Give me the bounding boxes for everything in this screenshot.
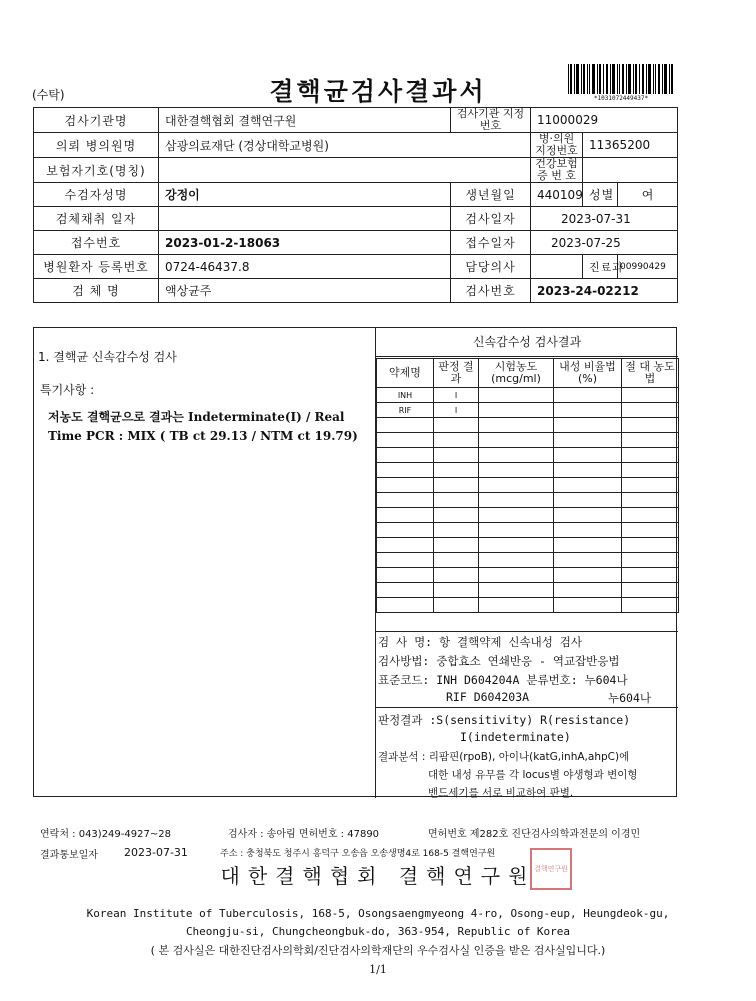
english-address-1: Korean Institute of Tuberculosis, 168-5, Osongsaengmyeong 4-ro, Osong-eup, Heungdeok-gu, [86,907,670,920]
method-analysis2: 대한 내성 유무를 각 locus별 야생형과 변이형 [428,769,638,781]
sex-value: 여 [618,183,678,207]
method-name: 검 사 명: 항 결핵약제 신속내성 검사 [378,635,582,649]
specimen-label: 검 체 명 [34,279,159,303]
doctor-label: 담당의사 [451,255,531,279]
results-title: 신속감수성 검사결과 [376,328,678,357]
method-analysis1: 결과분석 : 리팜핀(rpoB), 아이나(katG,inhA,ahpC)에 [378,751,630,763]
receipt-no-label: 접수번호 [34,231,159,255]
drug-cell: INH [377,388,434,403]
footer-report-date: 2023-07-31 [124,846,188,859]
judge-cell: I [434,403,479,418]
ins-label: 보험자기호(명칭) [34,158,159,183]
method-code2: RIF D604203A [446,690,530,704]
note-line-1: 저농도 결핵균으로 결과는 Indeterminate(I) / Real [48,410,345,424]
result-body [33,327,677,797]
organization-name: 대한결핵협회 결핵연구원 [220,864,536,888]
birth-value: 440109 [531,183,583,207]
results-grid [376,358,679,613]
test-no-label: 검사번호 [451,279,531,303]
col-conc: 시험농도 (mcg/ml) [479,359,554,388]
document-title: 결핵균검사결과서 [269,77,487,106]
page-number: 1/1 [369,963,387,976]
req-label: 의뢰 병의원명 [34,133,159,158]
specimen-value: 액상균주 [159,279,451,303]
footer-report-label: 결과통보일자 [40,850,98,861]
test-date-value: 2023-07-31 [531,207,678,231]
barcode [566,64,676,94]
certification-note: ( 본 검사실은 대한진단검사의학회/진단검사의학재단의 우수검사실 인증을 받은 검사실입니다.) [150,944,606,957]
footer-tester: 검사자 : 송아림 면허번호 : 47890 [228,829,380,840]
method-judge2: I(indeterminate) [460,730,571,744]
method-code2-class: 누604나 [608,691,651,705]
dept-label: 진료과 [583,255,618,279]
req-no-value: 11365200 [583,133,678,158]
barcode-text: *1031072449437* [593,95,649,102]
req-value: 삼광의료재단 (경상대학교병원) [159,133,531,158]
collect-value [159,207,451,231]
receipt-date-value: 2023-07-25 [531,231,678,255]
col-abs: 절 대 농도법 [622,359,679,388]
doctor-value [531,255,583,279]
receipt-date-label: 접수일자 [451,231,531,255]
footer-address: 주소 : 충청북도 청주시 흥덕구 오송읍 오송생명4로 168-5 결핵연구원 [220,849,496,859]
col-drug: 약제명 [377,359,434,388]
dept-value: 00990429 [618,255,678,279]
col-resist: 내성 비율법(%) [554,359,622,388]
method-judge1: 판정결과 :S(sensitivity) R(resistance) [378,713,631,727]
hosp-no-label: 병원환자 등록번호 [34,255,159,279]
footer-contact: 연락처 : 043)249-4927~28 [40,829,171,840]
note-line-2: Time PCR : MIX ( TB ct 29.13 / NTM ct 19.79) [48,429,358,443]
birth-label: 생년월일 [451,183,531,207]
inst-no-label: 검사기관 지정번호 [451,108,531,133]
method-method: 검사방법: 중합효소 연쇄반응 - 역교잡반응법 [378,654,620,668]
method-box [376,631,678,799]
method-code1: 표준코드: INH D604204A 분류번호: 누604나 [378,673,628,687]
receipt-label: (수탁) [32,88,65,102]
sex-label: 성별 [583,183,618,207]
info-table [33,107,678,303]
method-analysis3: 밴드세기를 서로 비교하여 판별. [428,787,574,799]
test-date-label: 검사일자 [451,207,531,231]
patient-label: 수검자성명 [34,183,159,207]
patient-value: 강정이 [159,183,451,207]
hosp-no-value: 0724-46437.8 [159,255,451,279]
official-seal: 결핵연구원 [530,848,572,890]
health-value [583,158,678,183]
footer-license: 면허번호 제282호 진단검사의학과전문의 이경민 [428,829,641,840]
note-label: 특기사항 : [40,383,95,397]
english-address-2: Cheongju-si, Chungcheongbuk-do, 363-954, Republic of Korea [185,925,571,938]
test-no-value: 2023-24-02212 [531,279,678,303]
inst-value: 대한결핵협회 결핵연구원 [159,108,451,133]
drug-cell: RIF [377,403,434,418]
inst-no-value: 11000029 [531,108,678,133]
collect-label: 검체채취 일자 [34,207,159,231]
inst-label: 검사기관명 [34,108,159,133]
section-title: 1. 결핵균 신속감수성 검사 [38,350,177,364]
ins-value [159,158,531,183]
receipt-no-value: 2023-01-2-18063 [159,231,451,255]
col-judge: 판정 결과 [434,359,479,388]
judge-cell: I [434,388,479,403]
health-label: 건강보험 증 번 호 [531,158,583,183]
req-no-label: 병·의원 지정번호 [531,133,583,158]
